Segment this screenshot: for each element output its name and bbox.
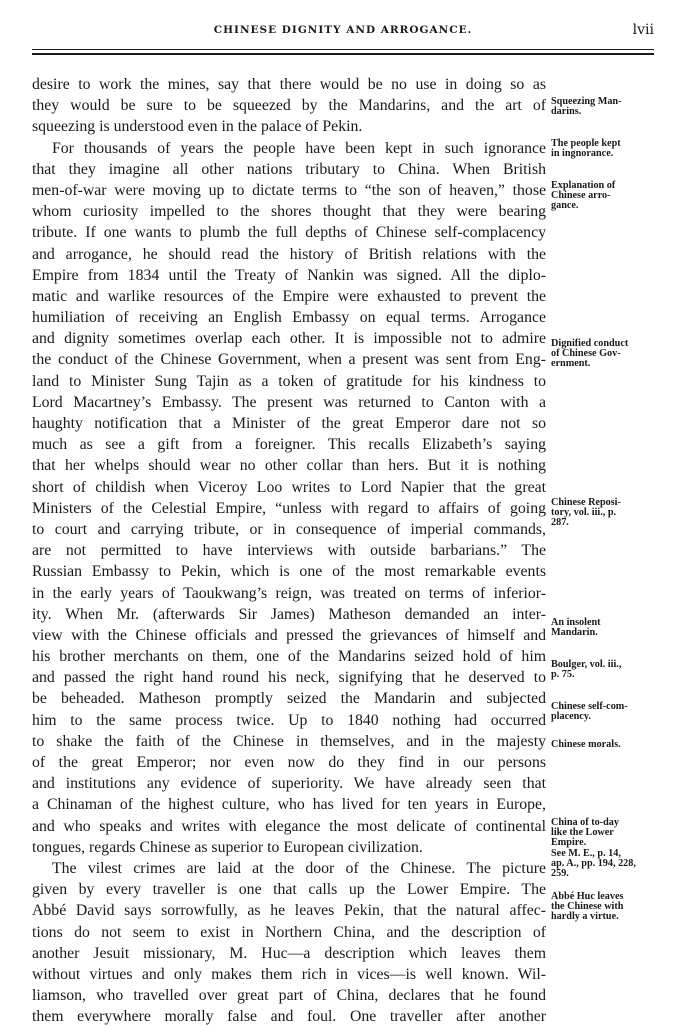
body-line: short of childish when Viceroy Loo writes to Lord Napier that the great (32, 478, 546, 496)
margin-note-line: Abbé Huc leaves (551, 891, 624, 902)
margin-note-abbe-huc (551, 892, 661, 923)
margin-note-squeezing-mandarins (551, 97, 661, 117)
body-line: to court and carrying tribute, or in consequence of imperial commands, (32, 520, 546, 538)
body-line: ity. When Mr. (afterwards Sir James) Matheson demanded an inter- (32, 605, 546, 623)
body-line: them everywhere morally false and foul. One traveller after another (32, 1008, 546, 1026)
body-line: without virtues and only makes them rich in vices—is well known. Wil- (32, 965, 546, 983)
margin-note-line: Boulger, vol. iii., (551, 659, 622, 670)
margin-note-china-of-today (551, 818, 661, 879)
body-line: matic and warlike resources of the Empire were exhausted to prevent the (32, 287, 546, 305)
margin-note-insolent-mandarin (551, 618, 661, 638)
margin-note-line: tory, vol. iii., p. (551, 507, 617, 519)
body-line: squeezing is understood even in the palace of Pekin. (32, 118, 363, 136)
body-line: Ministers of the Celestial Empire, “unless with regard to affairs of going (32, 499, 546, 517)
body-line: a Chinaman of the highest culture, who has lived for ten years in Europe, (32, 796, 546, 814)
margin-note-line: the Chinese with (551, 901, 624, 913)
margin-note-boulger (551, 660, 661, 680)
body-line: him to the same process twice. Up to 1840 nothing had occurred (32, 711, 546, 729)
body-line: another Jesuit missionary, M. Huc—a description which leaves them (32, 944, 546, 962)
margin-note-line: ernment. (551, 358, 591, 370)
margin-note-line: in ingnorance. (551, 148, 614, 160)
margin-note-line: Mandarin. (551, 627, 598, 639)
body-line: Empire from 1834 until the Treaty of Nankin was signed. All the diplo- (32, 266, 546, 284)
margin-note-line: like the Lower (551, 827, 614, 839)
body-line: much as see a gift from a foreigner. This recalls Elizabeth’s saying (32, 436, 546, 454)
margin-note-dignified-conduct (551, 339, 661, 370)
body-line: and arrogance, he should read the history of British relations with the (32, 245, 546, 263)
margin-note-line: Empire. (551, 837, 587, 849)
margin-note-line: Squeezing Man- (551, 96, 622, 107)
body-line: and institutions any evidence of superiority. We have already seen that (32, 775, 546, 793)
body-line: desire to work the mines, say that there would be no use in doing so as (32, 76, 546, 93)
body-line: given by every traveller is one that calls up the Lower Empire. The (32, 881, 546, 899)
margin-note-chinese-morals (551, 740, 661, 750)
margin-note-explanation (551, 181, 661, 212)
margin-note-line: hardly a virtue. (551, 911, 619, 923)
margin-note-line: 259. (551, 868, 569, 880)
body-line: Abbé David says sorrowfully, as he leaves Pekin, that the natural affec- (32, 902, 546, 920)
body-line: haughty notification that a Minister of the great Emperor dare not so (32, 415, 546, 432)
body-line: to shake the faith of the Chinese in themselves, and in the majesty (32, 732, 546, 750)
margin-note-chinese-repository (551, 498, 661, 529)
margin-note-line: darins. (551, 106, 582, 118)
body-line: tribute. If one wants to plumb the full depths of Chinese self-complacency (32, 224, 546, 242)
margin-note-line: Chinese morals. (551, 739, 621, 750)
body-line: in the early years of Taoukwang’s reign, was treated on terms of inferior- (32, 584, 546, 602)
margin-note-line: See M. E., p. 14, (551, 847, 621, 859)
body-line: are not permitted to have interviews with outside barbarians.” The (32, 542, 546, 560)
body-line: and who speaks and writes with elegance the most delicate of continental (32, 817, 546, 835)
margin-note-line: Dignified conduct (551, 338, 629, 349)
margin-note-line: Chinese self-com- (551, 701, 628, 712)
body-line: of the great Emperor; nor even now do they find in our persons (32, 754, 546, 771)
margin-note-people-kept (551, 139, 661, 159)
body-line: and passed the right hand round his neck, signifying that he deserved to (32, 669, 546, 687)
body-line: liamson, who travelled over great part of China, declares that he found (32, 987, 546, 1005)
margin-note-line: China of to-day (551, 817, 619, 828)
margin-note-line: 287. (551, 517, 569, 529)
body-line: they would be sure to be squeezed by the Mandarins, and the art of (32, 97, 546, 115)
body-line: that her whelps should wear no other collar than hers. But it is nothing (32, 457, 546, 475)
margin-note-line: An insolent (551, 617, 601, 628)
body-line: view with the Chinese officials and pressed the grievances of himself and (32, 626, 546, 644)
body-line: whom curiosity impelled to the shores thought that they were bearing (32, 203, 546, 221)
body-line: the conduct of the Chinese Government, when a present was sent from Eng- (32, 351, 546, 369)
margin-note-self-complacency (551, 702, 661, 722)
body-line: humiliation of receiving an English Embassy on equal terms. Arrogance (32, 309, 546, 327)
body-line: be beheaded. Matheson promptly seized the Mandarin and subjected (32, 690, 546, 708)
margin-note-line: gance. (551, 200, 579, 212)
header-rule-thin (32, 49, 654, 50)
margin-note-line: Chinese Reposi- (551, 497, 621, 508)
body-line: and dignity sometimes overlap each other. It is impossible not to admire (32, 330, 546, 348)
margin-note-line: of Chinese Gov- (551, 348, 621, 360)
body-line: Russian Embassy to Pekin, which is one of the most remarkable events (32, 563, 546, 581)
margin-note-line: Chinese arro- (551, 190, 611, 202)
body-line: For thousands of years the people have been kept in such ignorance (52, 139, 546, 157)
margin-note-line: Explanation of (551, 180, 616, 191)
margin-note-line: ap. A., pp. 194, 228, (551, 857, 636, 869)
body-line: land to Minister Sung Tajin as a token of gratitude for his kindness to (32, 372, 546, 390)
body-line: his brother merchants on them, one of the Mandarins seized hold of him (32, 648, 546, 666)
body-line: Lord Macartney’s Embassy. The present was returned to Canton with a (32, 393, 546, 411)
margin-note-line: p. 75. (551, 669, 575, 681)
margin-note-line: The people kept (551, 138, 621, 149)
header-rule-thick (32, 53, 654, 55)
body-line: The vilest crimes are laid at the door of the Chinese. The picture (52, 859, 546, 877)
page-number: lvii (632, 22, 654, 38)
margin-note-line: placency. (551, 711, 591, 723)
body-line: men-of-war were moving up to dictate terms to “the son of heaven,” those (32, 181, 546, 199)
page-header (32, 22, 654, 42)
body-line: tongues, regards Chinese as superior to European civilization. (32, 838, 423, 856)
running-head: CHINESE DIGNITY AND ARROGANCE. (213, 24, 473, 36)
body-line: tions do not seem to exist in Northern China, and the description of (32, 923, 546, 941)
body-text (32, 74, 546, 1027)
body-line: that they imagine all other nations tributary to China. When British (32, 160, 546, 178)
